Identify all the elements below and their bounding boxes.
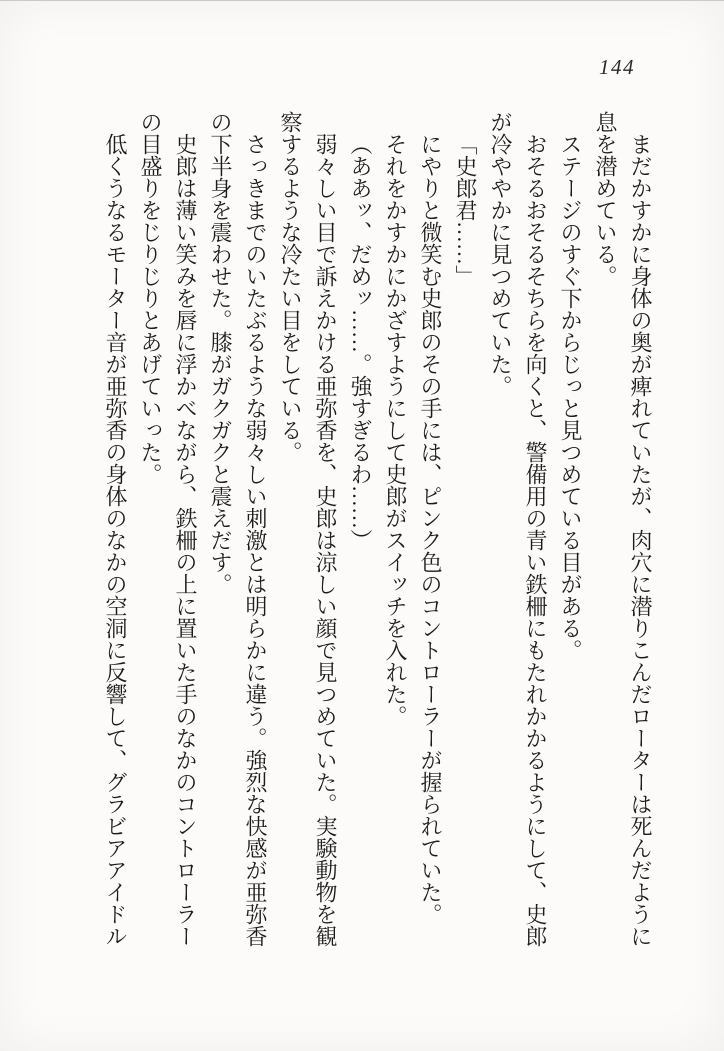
text-column: の目盛りをじりじりとあげていった。	[138, 111, 163, 485]
text-column: 察するような冷たい目をしている。	[278, 111, 303, 463]
text-column: まだかすかに身体の奥が痺れていたが、肉穴に潜りこんだローターは死んだように	[628, 133, 653, 947]
page-number: 144	[599, 55, 635, 79]
text-column: おそるおそるそちらを向くと、警備用の青い鉄柵にもたれかかるようにして、史郎	[523, 133, 548, 947]
text-column: （ああッ、だめッ……。強すぎるわ……）	[348, 133, 373, 551]
text-column: ステージのすぐ下からじっと見つめている目がある。	[558, 133, 583, 661]
text-column: にやりと微笑む史郎のその手には、ピンク色のコントローラーが握られていた。	[418, 133, 443, 925]
text-column: が冷ややかに見つめていた。	[488, 111, 513, 397]
text-column: それをかすかにかざすようにして史郎がスイッチを入れた。	[383, 133, 408, 727]
vertical-text-block	[98, 111, 658, 959]
text-column: 息を潜めている。	[593, 111, 618, 287]
text-column: 弱々しい目で訴えかける亜弥香を、史郎は涼しい顔で見つめていた。実験動物を観	[313, 133, 338, 947]
text-column: 「史郎君……」	[453, 133, 478, 287]
text-column: 史郎は薄い笑みを唇に浮かべながら、鉄柵の上に置いた手のなかのコントローラー	[173, 133, 198, 947]
text-column: 低くうなるモーター音が亜弥香の身体のなかの空洞に反響して、グラビアアイドル	[103, 133, 128, 947]
text-column: さっきまでのいたぶるような弱々しい刺激とは明らかに違う。強烈な快感が亜弥香	[243, 133, 268, 947]
text-column: の下半身を震わせた。膝がガクガクと震えだす。	[208, 111, 233, 595]
